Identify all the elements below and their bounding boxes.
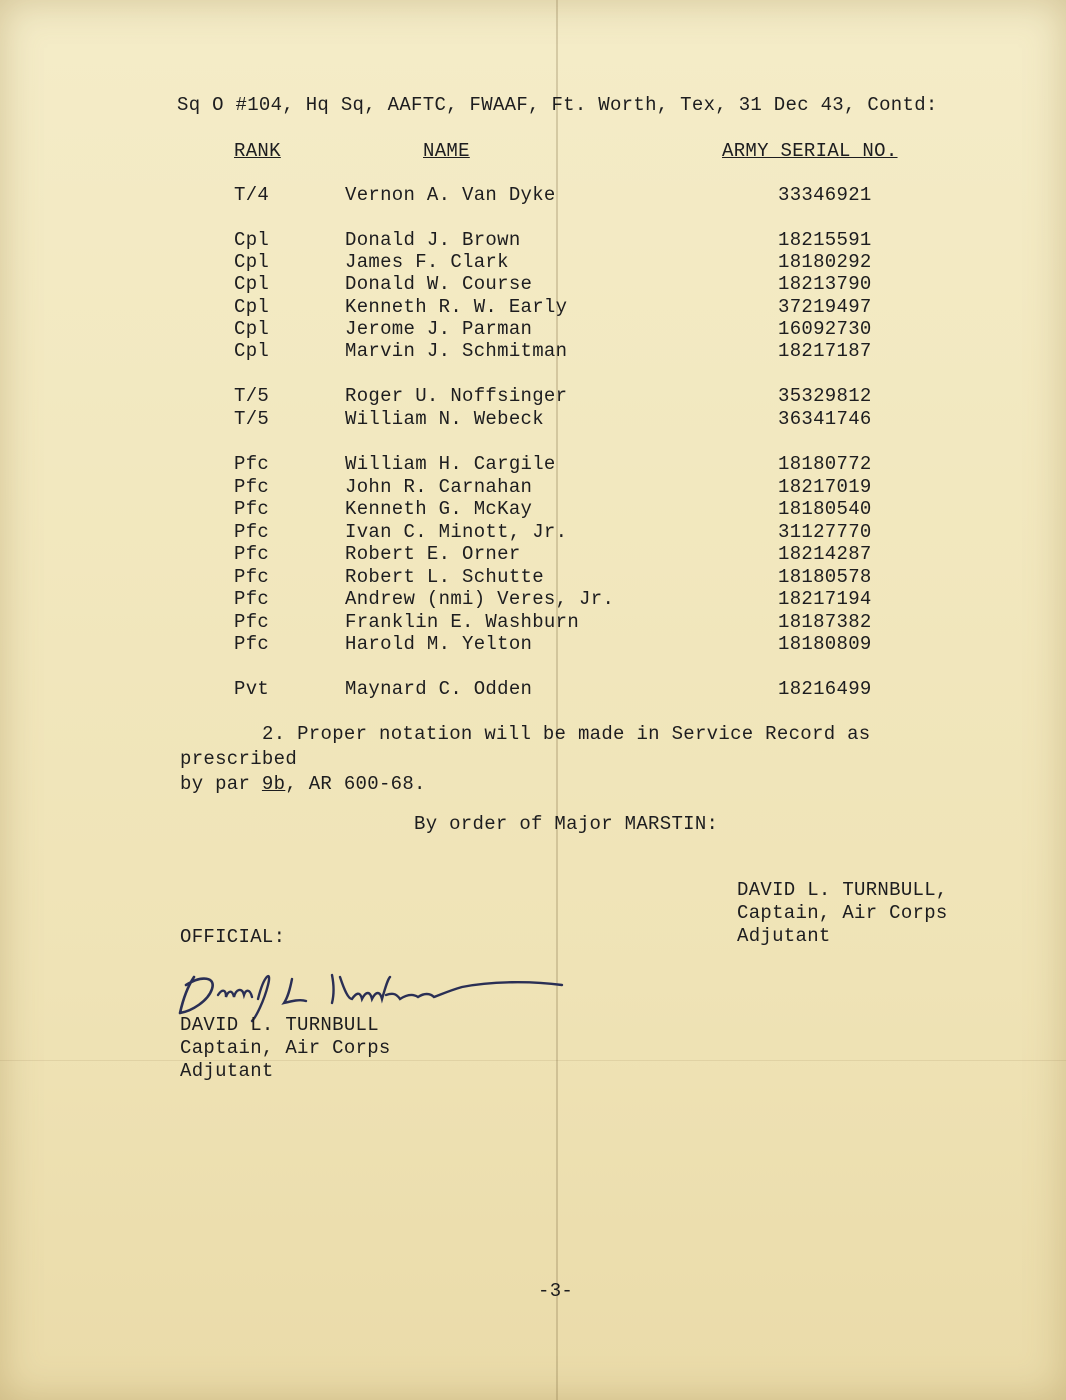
column-header-rank: RANK <box>234 140 281 162</box>
row-name: Donald W. Course <box>345 273 533 295</box>
roster-row <box>0 453 1066 477</box>
row-name: Vernon A. Van Dyke <box>345 184 556 206</box>
row-serial: 31127770 <box>778 521 872 543</box>
row-name: Donald J. Brown <box>345 229 521 251</box>
row-serial: 18216499 <box>778 678 872 700</box>
row-name: Kenneth G. McKay <box>345 498 533 520</box>
row-name: Jerome J. Parman <box>345 318 533 340</box>
row-rank: T/4 <box>234 184 270 206</box>
row-name: Andrew (nmi) Veres, Jr. <box>345 588 615 610</box>
row-rank: Pfc <box>234 498 270 520</box>
row-serial: 18180772 <box>778 453 872 475</box>
order-header: Sq O #104, Hq Sq, AAFTC, FWAAF, Ft. Worth, Tex, 31 Dec 43, Contd: <box>177 94 938 116</box>
roster-row <box>0 633 1066 657</box>
official-label: OFFICIAL: <box>180 926 286 948</box>
by-order-line: By order of Major MARSTIN: <box>414 813 719 835</box>
row-name: Robert E. Orner <box>345 543 521 565</box>
row-serial: 16092730 <box>778 318 872 340</box>
official-name: DAVID L. TURNBULL <box>180 1014 379 1036</box>
roster-row <box>0 476 1066 500</box>
roster-row <box>0 296 1066 320</box>
row-serial: 18213790 <box>778 273 872 295</box>
row-rank: T/5 <box>234 408 270 430</box>
row-serial: 18187382 <box>778 611 872 633</box>
roster-row <box>0 340 1066 364</box>
row-rank: Pvt <box>234 678 270 700</box>
row-rank: Pfc <box>234 633 270 655</box>
row-rank: Pfc <box>234 521 270 543</box>
row-name: John R. Carnahan <box>345 476 533 498</box>
row-serial: 18180809 <box>778 633 872 655</box>
row-name: Kenneth R. W. Early <box>345 296 568 318</box>
row-rank: Cpl <box>234 273 270 295</box>
row-rank: Pfc <box>234 611 270 633</box>
signer-name: DAVID L. TURNBULL, <box>737 879 948 901</box>
row-name: Robert L. Schutte <box>345 566 544 588</box>
row-name: Maynard C. Odden <box>345 678 533 700</box>
row-name: William N. Webeck <box>345 408 544 430</box>
roster-row <box>0 184 1066 208</box>
row-rank: Cpl <box>234 296 270 318</box>
signer-rank: Captain, Air Corps <box>737 902 948 924</box>
roster-row <box>0 273 1066 297</box>
row-serial: 18180292 <box>778 251 872 273</box>
row-serial: 37219497 <box>778 296 872 318</box>
paragraph-line-1: 2. Proper notation will be made in Service Record as prescribed <box>180 723 871 770</box>
row-serial: 18217019 <box>778 476 872 498</box>
row-rank: Pfc <box>234 588 270 610</box>
row-serial: 36341746 <box>778 408 872 430</box>
row-serial: 18217187 <box>778 340 872 362</box>
row-name: James F. Clark <box>345 251 509 273</box>
row-serial: 18180578 <box>778 566 872 588</box>
official-block <box>180 1014 391 1083</box>
row-name: Roger U. Noffsinger <box>345 385 568 407</box>
row-name: Ivan C. Minott, Jr. <box>345 521 568 543</box>
row-rank: Pfc <box>234 543 270 565</box>
row-name: William H. Cargile <box>345 453 556 475</box>
page-number: -3- <box>538 1280 574 1302</box>
roster-row <box>0 251 1066 275</box>
signer-title: Adjutant <box>737 925 831 947</box>
row-rank: Pfc <box>234 453 270 475</box>
official-rank: Captain, Air Corps <box>180 1037 391 1059</box>
official-title: Adjutant <box>180 1060 274 1082</box>
row-serial: 18180540 <box>778 498 872 520</box>
roster-row <box>0 318 1066 342</box>
roster-row <box>0 498 1066 522</box>
row-name: Franklin E. Washburn <box>345 611 580 633</box>
roster-row <box>0 408 1066 432</box>
row-rank: Cpl <box>234 318 270 340</box>
roster-row <box>0 588 1066 612</box>
row-rank: Cpl <box>234 340 270 362</box>
paragraph-line-2-start: by par <box>180 773 262 795</box>
column-header-serial: ARMY SERIAL NO. <box>722 140 898 162</box>
roster-row <box>0 229 1066 253</box>
roster-row <box>0 543 1066 567</box>
roster-row <box>0 611 1066 635</box>
row-name: Harold M. Yelton <box>345 633 533 655</box>
row-serial: 18214287 <box>778 543 872 565</box>
column-header-name: NAME <box>423 140 470 162</box>
signer-block <box>737 879 948 948</box>
row-serial: 35329812 <box>778 385 872 407</box>
paragraph-reference: 9b <box>261 773 286 795</box>
roster-row <box>0 385 1066 409</box>
row-serial: 18215591 <box>778 229 872 251</box>
horizontal-fold-line <box>0 1060 1066 1061</box>
row-serial: 33346921 <box>778 184 872 206</box>
roster-row <box>0 521 1066 545</box>
roster-row <box>0 566 1066 590</box>
paragraph-line-2-end: , AR 600-68. <box>285 773 426 795</box>
paragraph-line-2 <box>180 772 970 797</box>
roster-row <box>0 678 1066 702</box>
row-rank: Cpl <box>234 251 270 273</box>
row-rank: T/5 <box>234 385 270 407</box>
row-serial: 18217194 <box>778 588 872 610</box>
row-rank: Pfc <box>234 566 270 588</box>
row-name: Marvin J. Schmitman <box>345 340 568 362</box>
notation-paragraph <box>180 722 970 797</box>
row-rank: Pfc <box>234 476 270 498</box>
row-rank: Cpl <box>234 229 270 251</box>
